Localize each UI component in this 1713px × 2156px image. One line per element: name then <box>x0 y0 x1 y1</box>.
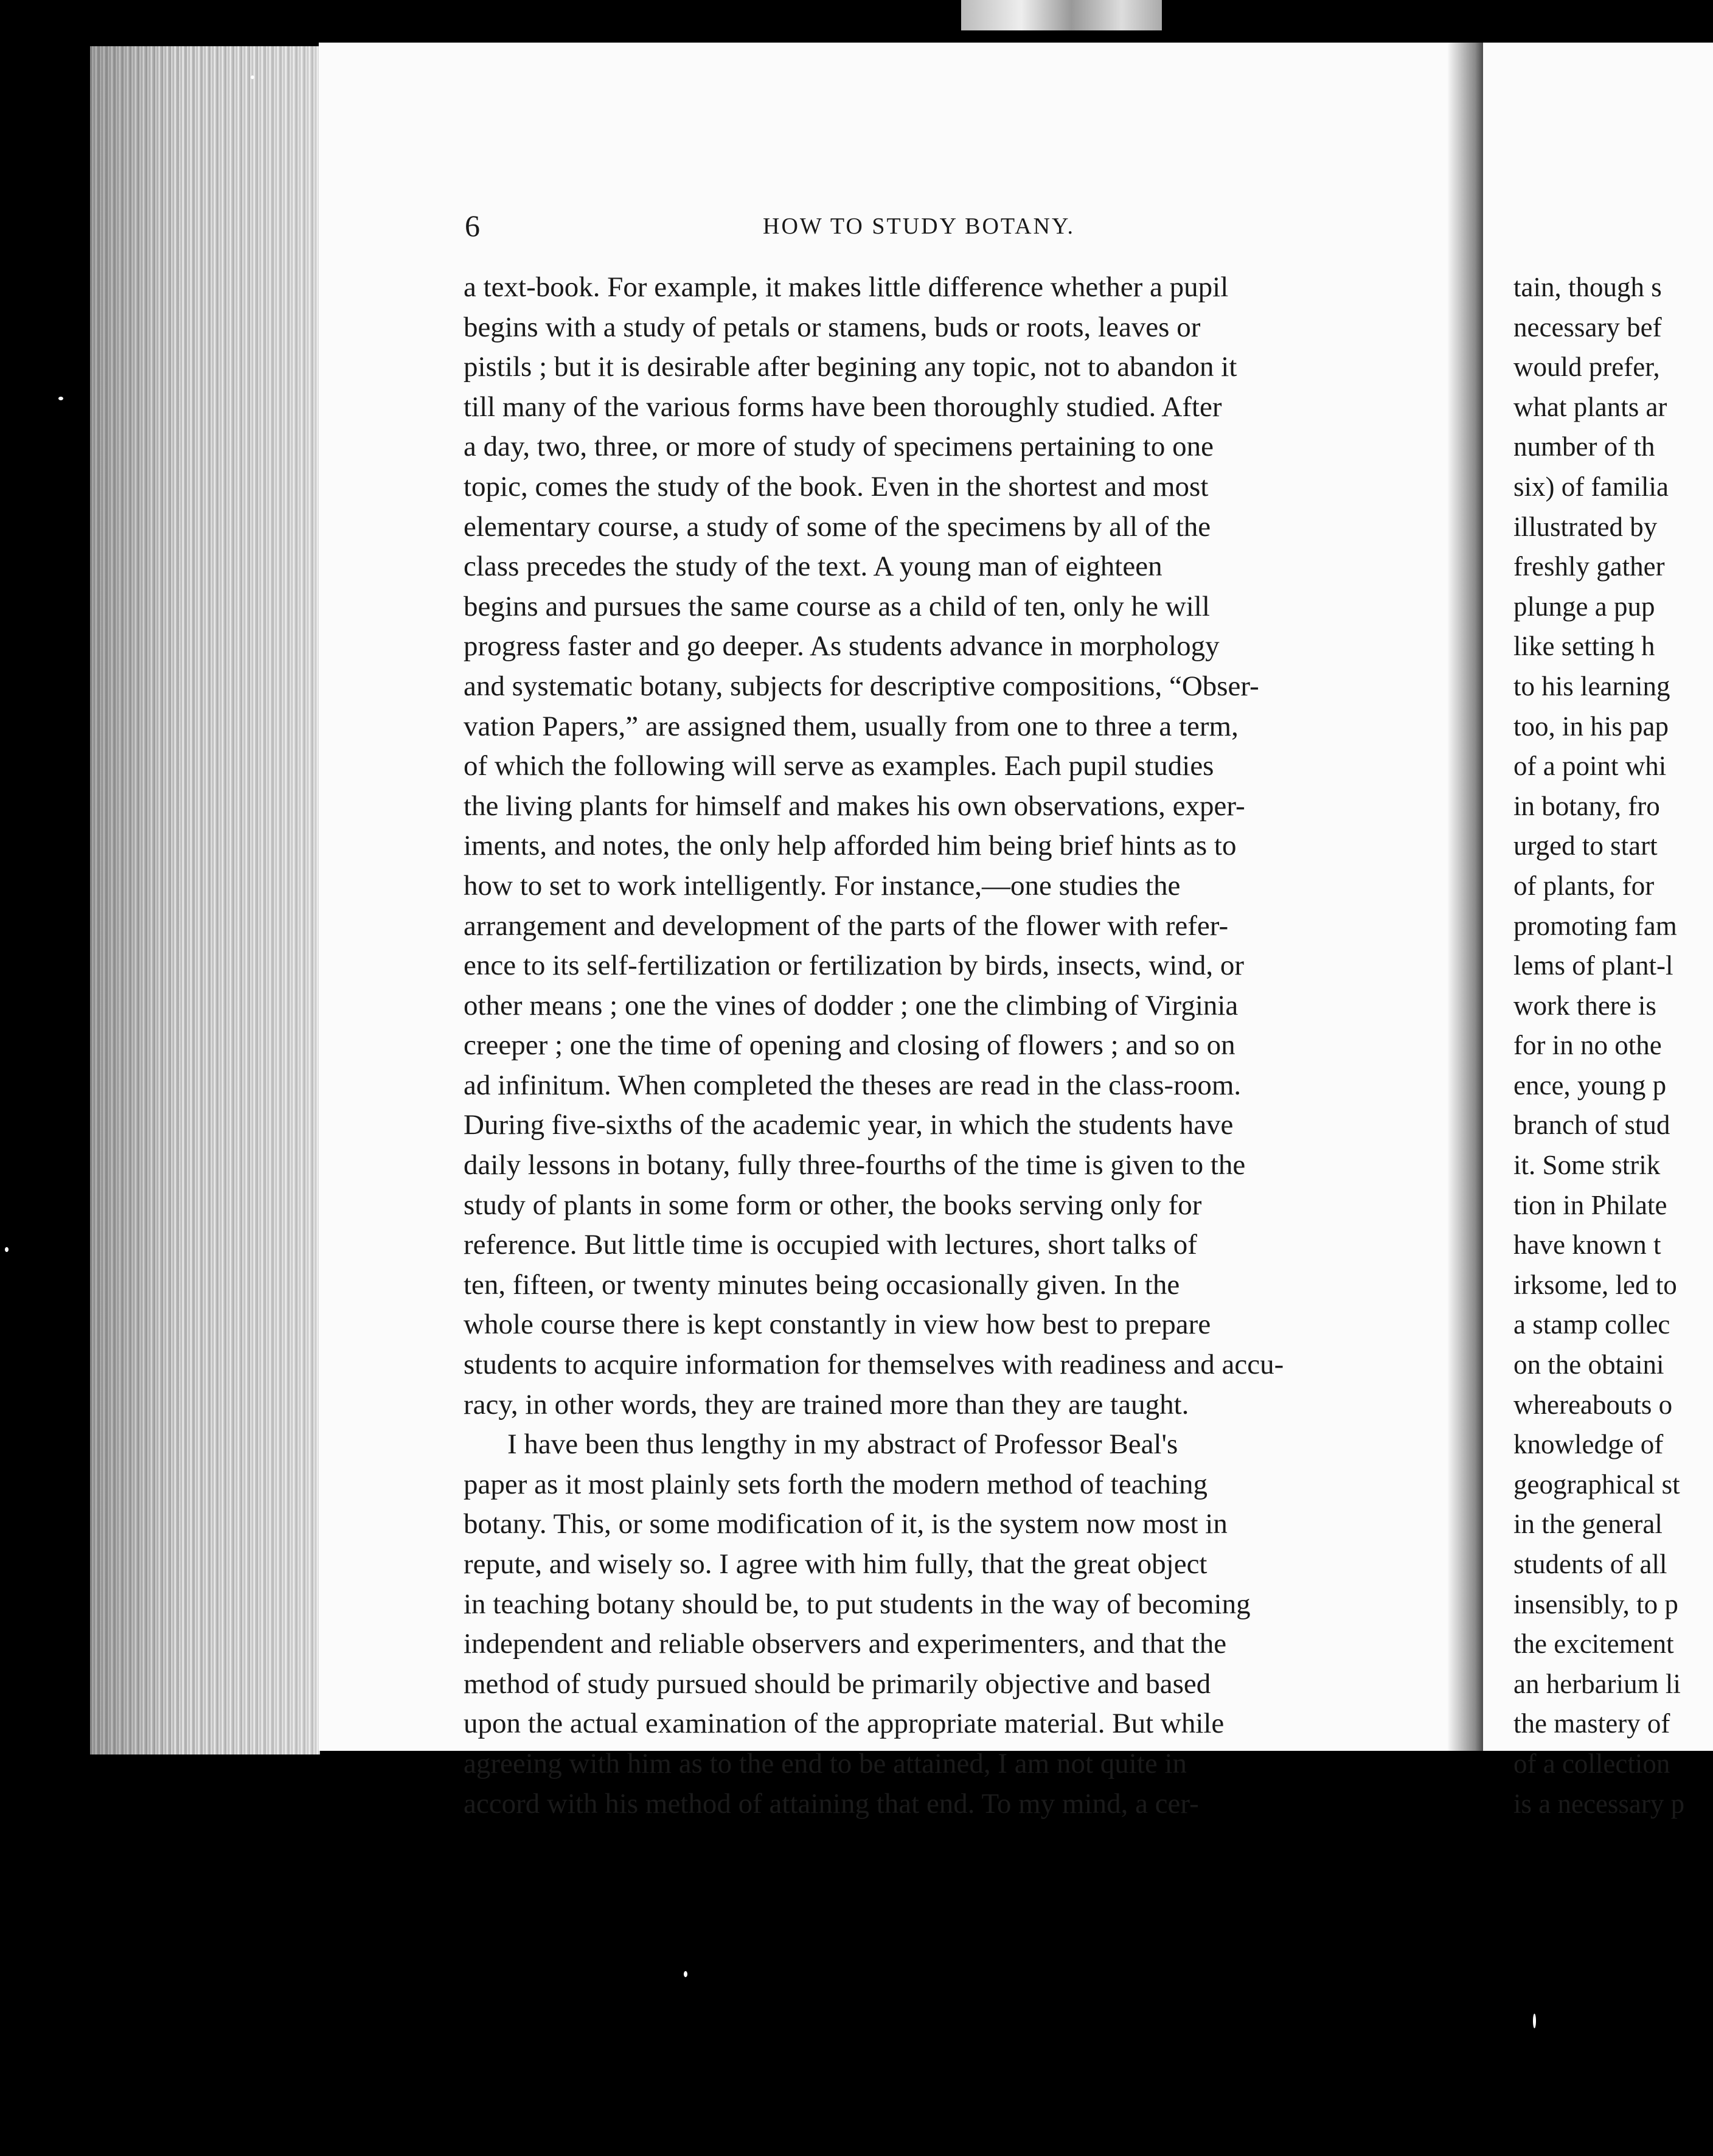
text-line: of a point whi <box>1513 751 1667 782</box>
dust-speck <box>58 397 63 400</box>
text-line: students to acquire information for themselves with readiness and accu- <box>464 1349 1284 1381</box>
text-line: an herbarium li <box>1513 1668 1681 1699</box>
text-line: tain, though s <box>1513 272 1662 302</box>
text-line: is a necessary p <box>1513 1788 1685 1819</box>
text-line: botany. This, or some modification of it, is the system now most in <box>464 1508 1228 1540</box>
text-line: lems of plant-l <box>1513 950 1673 981</box>
running-head: HOW TO STUDY BOTANY. <box>763 214 1075 239</box>
text-line: a text-book. For example, it makes little difference whether a pupil <box>464 271 1229 303</box>
text-line: During five-sixths of the academic year, in which the students have <box>464 1109 1234 1141</box>
text-line: independent and reliable observers and experimenters, and that the <box>464 1628 1227 1660</box>
text-line: other means ; one the vines of dodder ; one the climbing of Virginia <box>464 989 1239 1021</box>
text-line: vation Papers,” are assigned them, usually from one to three a term, <box>464 710 1239 742</box>
page-edges <box>90 46 320 1754</box>
text-line: to his learning <box>1513 670 1670 701</box>
text-line: like setting h <box>1513 631 1655 662</box>
text-line: pistils ; but it is desirable after begining any topic, not to abandon it <box>464 351 1237 383</box>
text-line: the living plants for himself and makes his own observations, exper- <box>464 790 1245 822</box>
text-line: elementary course, a study of some of the specimens by all of the <box>464 510 1211 543</box>
text-line: progress faster and go deeper. As students advance in morphology <box>464 630 1220 662</box>
dust-speck <box>1533 2014 1536 2028</box>
text-line: the mastery of <box>1513 1708 1670 1739</box>
text-line: arrangement and development of the parts of the flower with refer- <box>464 909 1229 942</box>
text-line: agreeing with him as to the end to be attained, I am not quite in <box>464 1747 1187 1779</box>
text-line: daily lessons in botany, fully three-fourths of the time is given to the <box>464 1149 1246 1181</box>
text-line: of a collection <box>1513 1748 1670 1779</box>
text-line: have known t <box>1513 1229 1661 1261</box>
text-line: ence to its self-fertilization or fertilization by birds, insects, wind, or <box>464 950 1244 982</box>
text-line: on the obtaini <box>1513 1349 1664 1380</box>
text-line: freshly gather <box>1513 551 1665 582</box>
text-line: it. Some strik <box>1513 1150 1661 1181</box>
text-line: for in no othe <box>1513 1030 1662 1061</box>
text-line: necessary bef <box>1513 311 1662 343</box>
text-line: I have been thus lengthy in my abstract of Professor Beal's <box>507 1428 1178 1461</box>
right-page-text <box>1513 268 1713 1824</box>
text-line: ten, fifteen, or twenty minutes being occasionally given. In the <box>464 1268 1180 1301</box>
text-line: till many of the various forms have been thoroughly studied. After <box>464 391 1222 423</box>
text-line: ad infinitum. When completed the theses are read in the class-room. <box>464 1069 1242 1101</box>
text-line: method of study pursued should be primarily objective and based <box>464 1667 1211 1700</box>
text-line: of which the following will serve as examples. Each pupil studies <box>464 750 1214 782</box>
text-line: begins with a study of petals or stamens, buds or roots, leaves or <box>464 311 1201 343</box>
text-line: number of th <box>1513 431 1655 462</box>
text-line: branch of stud <box>1513 1110 1670 1141</box>
text-line: ence, young p <box>1513 1069 1667 1101</box>
text-line: begins and pursues the same course as a child of ten, only he will <box>464 590 1210 622</box>
text-line: plunge a pup <box>1513 591 1655 622</box>
text-line: geographical st <box>1513 1469 1680 1500</box>
dust-speck <box>251 75 254 79</box>
page-number: 6 <box>465 209 480 243</box>
text-line: irksome, led to <box>1513 1269 1677 1300</box>
text-line: too, in his pap <box>1513 711 1669 742</box>
text-line: study of plants in some form or other, the books serving only for <box>464 1189 1202 1221</box>
text-line: upon the actual examination of the appropriate material. But while <box>464 1708 1225 1740</box>
text-line: would prefer, <box>1513 352 1660 383</box>
text-line: class precedes the study of the text. A young man of eighteen <box>464 551 1162 583</box>
dust-speck <box>5 1247 9 1252</box>
text-line: knowledge of <box>1513 1429 1664 1460</box>
text-line: whereabouts o <box>1513 1389 1673 1420</box>
text-line: reference. But little time is occupied with lectures, short talks of <box>464 1229 1197 1261</box>
text-line: promoting fam <box>1513 910 1677 941</box>
text-line: in teaching botany should be, to put students in the way of becoming <box>464 1588 1251 1620</box>
page-header <box>465 208 1402 245</box>
scanner-clip <box>961 0 1162 30</box>
left-page-text <box>464 268 1394 1824</box>
text-line: how to set to work intelligently. For instance,—one studies the <box>464 869 1181 902</box>
text-line: repute, and wisely so. I agree with him fully, that the great object <box>464 1548 1207 1580</box>
text-line: in the general <box>1513 1509 1663 1540</box>
text-line: topic, comes the study of the book. Even in the shortest and most <box>464 470 1209 502</box>
text-line: work there is <box>1513 990 1656 1021</box>
text-line: accord with his method of attaining that end. To my mind, a cer- <box>464 1787 1199 1820</box>
text-line: a stamp collec <box>1513 1309 1670 1340</box>
text-line: urged to start <box>1513 830 1658 861</box>
text-line: tion in Philate <box>1513 1189 1667 1220</box>
text-line: the excitement <box>1513 1629 1674 1660</box>
text-line: whole course there is kept constantly in view how best to prepare <box>464 1309 1211 1341</box>
text-line: students of all <box>1513 1549 1667 1579</box>
text-line: what plants ar <box>1513 391 1667 422</box>
text-line: iments, and notes, the only help afforded him being brief hints as to <box>464 830 1237 862</box>
dust-speck <box>684 1971 687 1977</box>
text-line: paper as it most plainly sets forth the modern method of teaching <box>464 1468 1208 1500</box>
text-line: illustrated by <box>1513 511 1658 542</box>
text-line: racy, in other words, they are trained more than they are taught. <box>464 1388 1189 1421</box>
text-line: and systematic botany, subjects for descriptive compositions, “Obser- <box>464 670 1259 702</box>
text-line: of plants, for <box>1513 870 1655 901</box>
text-line: insensibly, to p <box>1513 1588 1678 1619</box>
text-line: a day, two, three, or more of study of specimens pertaining to one <box>464 431 1214 463</box>
text-line: six) of familia <box>1513 471 1669 502</box>
text-line: in botany, fro <box>1513 790 1660 821</box>
text-line: creeper ; one the time of opening and closing of flowers ; and so on <box>464 1029 1235 1062</box>
